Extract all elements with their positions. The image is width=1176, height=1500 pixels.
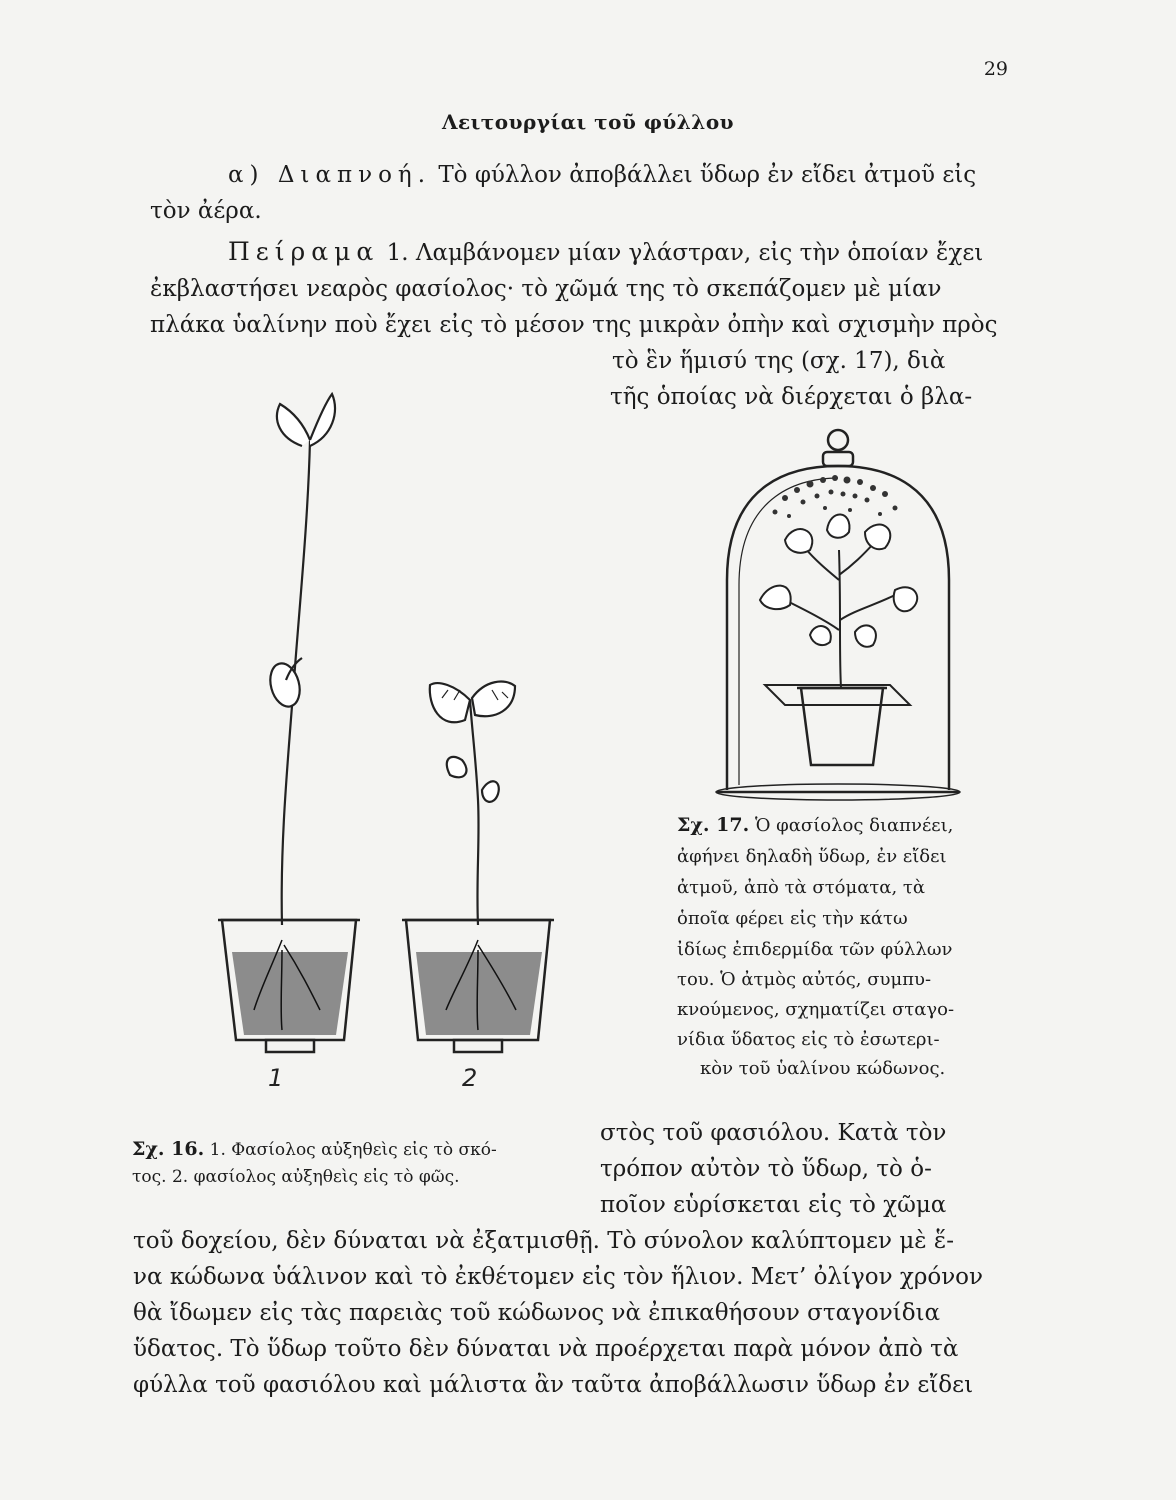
etiolated-plant-icon <box>266 394 335 925</box>
fig16-text-1: 1. Φασίολος αὐξηθεὶς εἰς τὸ σκό- <box>209 1140 497 1160</box>
pot-2-label: 2 <box>462 1064 478 1092</box>
continuation-line: ὕδατος. Τὸ ὕδωρ τοῦτο δὲν δύναται νὰ προέρχεται παρὰ μόνον ἀπὸ τὰ <box>133 1336 959 1362</box>
para-a-label: α) Διαπνοή. <box>228 162 432 188</box>
fig16-caption-line-2: τος. 2. φασίολος αὐξηθεὶς εἰς τὸ φῶς. <box>132 1167 460 1187</box>
fig17-caption-line: νίδια ὕδατος εἰς τὸ ἐσωτερι- <box>677 1029 940 1050</box>
fig17-text-1: Ὁ φασίολος διαπνέει, <box>754 815 954 836</box>
experiment-line-2: ἐκβλαστήσει νεαρὸς φασίολος· τὸ χῶμά της τὸ σκεπάζομεν μὲ μίαν <box>150 276 942 302</box>
continuation-side-2: τρόπον αὐτὸν τὸ ὕδωρ, τὸ ὁ- <box>600 1156 932 1182</box>
section-heading: Λειτουργίαι τοῦ φύλλου <box>441 110 735 134</box>
fig17-caption-line: ἀτμοῦ, ἀπὸ τὰ στόματα, τὰ <box>677 877 926 898</box>
fig17-label: Σχ. 17. <box>677 814 750 836</box>
continuation-line: θὰ ἴδωμεν εἰς τὰς παρειὰς τοῦ κώδωνος νὰ ἐπικαθήσουν σταγονίδια <box>133 1300 941 1326</box>
fig16-label: Σχ. 16. <box>132 1138 205 1160</box>
continuation-line: τοῦ δοχείου, δὲν δύναται νὰ ἐξατμισθῇ. Τὸ σύνολον καλύπτομεν μὲ ἕ- <box>133 1228 955 1254</box>
bell-jar-figure <box>715 420 1015 810</box>
para-a-line-2: τὸν ἀέρα. <box>150 198 262 224</box>
fig17-caption-line: κὸν τοῦ ὑαλίνου κώδωνος. <box>700 1058 946 1079</box>
page-number: 29 <box>983 58 1008 80</box>
pot-1-icon <box>218 920 360 1052</box>
pot-2-icon <box>402 920 554 1052</box>
fig17-caption-line-1 <box>677 811 953 840</box>
bean-plant-icon <box>760 514 917 688</box>
fig17-caption-line: ἰδίως ἐπιδερμίδα τῶν φύλλων <box>677 939 953 960</box>
continuation-side-1: στὸς τοῦ φασιόλου. Κατὰ τὸν <box>600 1120 947 1146</box>
two-pots-figure <box>210 380 580 1100</box>
bell-jar-icon <box>716 430 960 800</box>
continuation-line: φύλλα τοῦ φασιόλου καὶ μάλιστα ἂν ταῦτα ἀποβάλλωσιν ὕδωρ ἐν εἴδει <box>133 1372 974 1398</box>
para-a-text: Τὸ φύλλον ἀποβάλλει ὕδωρ ἐν εἴδει ἀτμοῦ εἰς <box>438 162 977 188</box>
experiment-text: 1. Λαμβάνομεν μίαν γλάστραν, εἰς τὴν ὁποίαν ἔχει <box>386 240 984 266</box>
experiment-line-1 <box>228 237 983 268</box>
para-a-line-1 <box>228 160 976 190</box>
fig17-caption-line: κνούμενος, σχηματίζει σταγο- <box>677 999 955 1020</box>
experiment-line-5: τῆς ὁποίας νὰ διέρχεται ὁ βλα- <box>610 384 973 410</box>
fig17-caption-line: ὁποῖα φέρει εἰς τὴν κάτω <box>677 908 908 929</box>
fig16-caption-line-1 <box>132 1135 497 1164</box>
green-plant-icon <box>430 682 515 925</box>
pot-icon <box>797 688 887 765</box>
experiment-line-4: τὸ ἓν ἥμισύ της (σχ. 17), διὰ <box>612 348 946 374</box>
experiment-line-3: πλάκα ὑαλίνην ποὺ ἔχει εἰς τὸ μέσον της μικρὰν ὀπὴν καὶ σχισμὴν πρὸς <box>150 312 998 338</box>
experiment-label: Πείραμα <box>228 237 380 266</box>
droplets <box>773 475 898 518</box>
continuation-side-3: ποῖον εὑρίσκεται εἰς τὸ χῶμα <box>600 1192 947 1218</box>
continuation-line: να κώδωνα ὑάλινον καὶ τὸ ἐκθέτομεν εἰς τὸν ἥλιον. Μετ’ ὀλίγον χρόνον <box>133 1264 984 1290</box>
fig17-caption-line: ἀφήνει δηλαδὴ ὕδωρ, ἐν εἴδει <box>677 846 947 867</box>
fig17-caption-line: του. Ὁ ἀτμὸς αὐτός, συμπυ- <box>677 969 932 990</box>
pot-1-label: 1 <box>268 1064 284 1092</box>
